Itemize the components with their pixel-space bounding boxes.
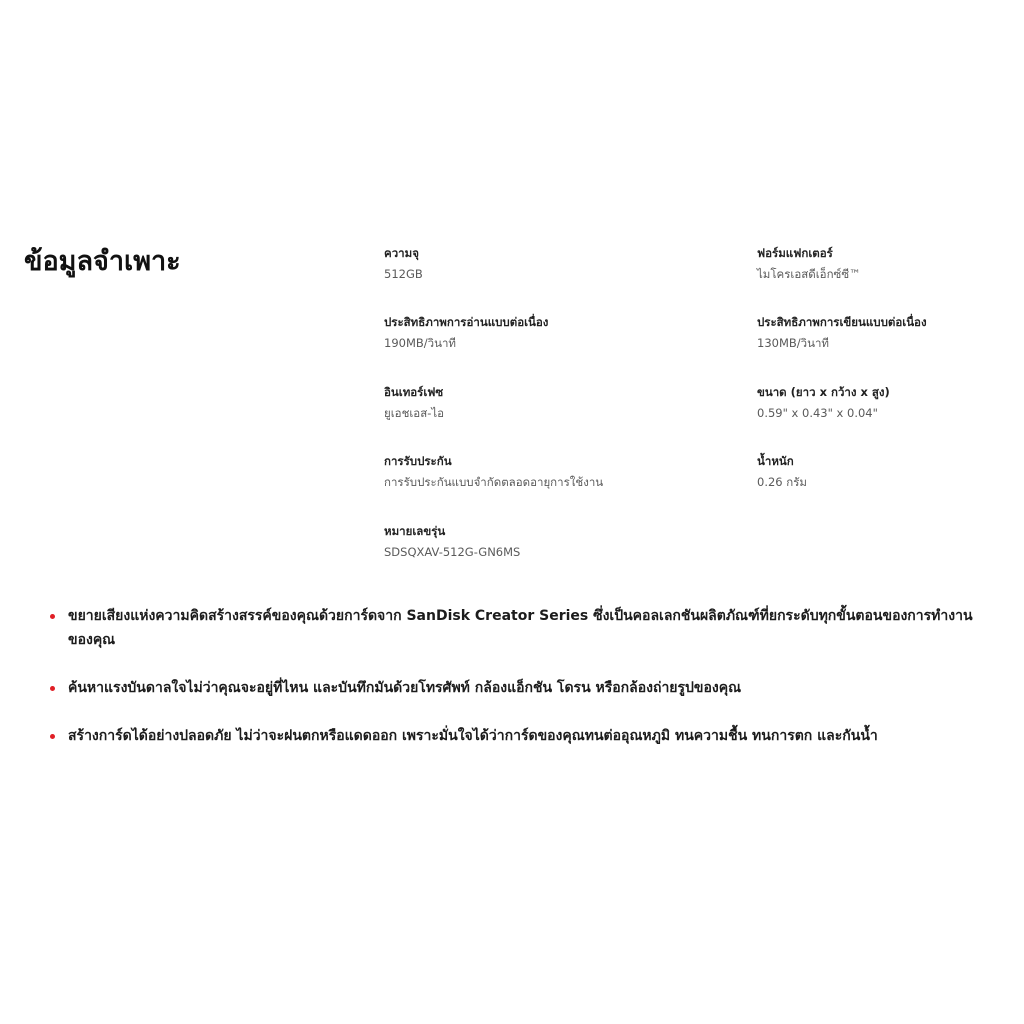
spec-label: ขนาด (ยาว x กว้าง x สูง) (757, 385, 890, 399)
feature-item (46, 604, 976, 652)
spec-value: ยูเอชเอส-ไอ (384, 406, 445, 420)
spec-label: หมายเลขรุ่น (384, 524, 446, 538)
spec-label: ประสิทธิภาพการอ่านแบบต่อเนื่อง (384, 315, 549, 329)
spec-read-speed (384, 314, 644, 351)
spec-label: ฟอร์มแฟกเตอร์ (757, 246, 833, 260)
feature-item (46, 676, 976, 700)
feature-text: ค้นหาแรงบันดาลใจไม่ว่าคุณจะอยู่ที่ไหน และบันทึกมันด้วยโทรศัพท์ กล้องแอ็กชัน โดรน หรือกล้องถ่ายรูปของคุณ (68, 680, 742, 696)
spec-label: อินเทอร์เฟซ (384, 385, 444, 399)
section-title: ข้อมูลจำเพาะ (24, 246, 181, 277)
spec-dimensions (757, 384, 1017, 421)
spec-label: ประสิทธิภาพการเขียนแบบต่อเนื่อง (757, 315, 927, 329)
bullet-dot-icon (50, 686, 55, 691)
spec-value: 130MB/วินาที (757, 336, 829, 350)
spec-weight (757, 453, 1017, 490)
spec-value: การรับประกันแบบจำกัดตลอดอายุการใช้งาน (384, 475, 604, 489)
spec-label: น้ำหนัก (757, 454, 794, 468)
bullet-dot-icon (50, 734, 55, 739)
spec-form-factor (757, 245, 1017, 282)
spec-model-number (384, 523, 644, 560)
bullet-dot-icon (50, 614, 55, 619)
spec-value: 0.59" x 0.43" x 0.04" (757, 406, 878, 420)
feature-item (46, 724, 976, 748)
feature-list (46, 604, 976, 772)
spec-value: SDSQXAV-512G-GN6MS (384, 545, 521, 559)
spec-warranty (384, 453, 644, 490)
feature-text: ขยายเสียงแห่งความคิดสร้างสรรค์ของคุณด้วยการ์ดจาก SanDisk Creator Series ซึ่งเป็นคอลเลกชันผลิตภัณฑ์ที่ยกระดับทุกขั้นตอนของการทำงานของคุณ (68, 608, 973, 648)
spec-write-speed (757, 314, 1017, 351)
spec-label: การรับประกัน (384, 454, 452, 468)
spec-label: ความจุ (384, 246, 419, 260)
spec-value: 512GB (384, 267, 423, 281)
spec-value: 190MB/วินาที (384, 336, 456, 350)
spec-value: 0.26 กรัม (757, 475, 807, 489)
feature-text: สร้างการ์ดได้อย่างปลอดภัย ไม่ว่าจะฝนตกหรือแดดออก เพราะมั่นใจได้ว่าการ์ดของคุณทนต่ออุณหภูมิ ทนความชื้น ทนการตก และกันน้ำ (68, 728, 878, 744)
spec-value: ไมโครเอสดีเอ็กซ์ซี™ (757, 267, 861, 281)
spec-interface (384, 384, 644, 421)
spec-capacity (384, 245, 644, 282)
